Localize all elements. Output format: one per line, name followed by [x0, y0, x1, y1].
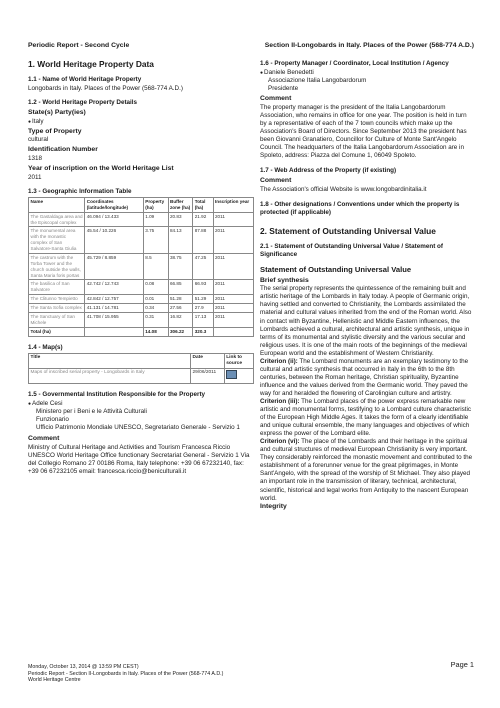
maps-table-header [29, 353, 254, 368]
geo-cell: The Santa Sofia complex [29, 304, 85, 313]
geo-cell: 27.56 [168, 304, 193, 313]
geo-cell: 42.742 / 12.743 [85, 280, 144, 295]
table-row [29, 304, 254, 313]
type-label: Type of Property [28, 127, 82, 135]
year-label: Year of inscription on the World Heritage List [28, 165, 174, 173]
criterion-ii-text: The Lombard monuments are an exemplary testimony to the cultural and artistic synthesis that occurred in Italy in the 6th to the 8th centuries, between the Roman heritage, Christian spirituality, Byzantine influence and the values derived from the Germanic world. They paved the way for and heralded the flowering of Carolingian culture and artistry. [260, 357, 469, 397]
geo-cell: The Clitunno Tempietto [29, 295, 85, 304]
geo-cell: 41.708 / 15.955 [85, 312, 144, 327]
state-party: ● Italy [28, 118, 254, 126]
geo-cell: The basilica of San Salvatore [29, 280, 85, 295]
geo-cell: The castrum with the Torba Tower and the church outside the walls, Santa Maria foris portas [29, 253, 85, 280]
section-1-4-title: 1.4 - Map(s) [28, 343, 63, 351]
geo-cell: 2011 [213, 312, 254, 327]
comment-label: Comment [28, 435, 60, 443]
geo-cell: 0.34 [143, 304, 168, 313]
map-thumbnail-icon[interactable] [226, 370, 237, 379]
institution-contact-name: ● Adele Cesi [28, 400, 254, 408]
page-footer [28, 664, 474, 684]
geo-cell: 47.25 [193, 253, 213, 280]
section-1-2-title: 1.2 - World Heritage Property Details [28, 98, 138, 106]
table-row [29, 280, 254, 295]
institution-line: Funzionario [36, 416, 69, 424]
geo-cell: 8.5 [143, 253, 168, 280]
brief-synthesis-text: The serial property represents the quintessence of the remaining built and artistic heritage of the Lombards in Italy today. A people of Germanic origin, having settled and converted to Christianity, the Lombards assimilated the material and cultural values inherited from the end of the Roman world. Also in contact with Byzantine, Hellenistic and Middle Eastern influences, the Lombards achieved a cultural, architectural and artistic synthesis, unique in terms of its monumental and stylistic diversity and the various secular and religious uses. It is one of the main roots of the beginnings of the medieval European world and the establishment of Western Christianity. [260, 285, 472, 357]
table-row [29, 368, 254, 383]
right-column [260, 56, 474, 511]
criterion-ii [260, 358, 474, 398]
geo-cell: 17.13 [193, 312, 213, 327]
geo-cell: 51.28 [168, 295, 193, 304]
table-row [29, 253, 254, 280]
criterion-vi [260, 438, 474, 502]
geo-cell: 2011 [213, 295, 254, 304]
header-left: Periodic Report - Second Cycle [28, 42, 130, 49]
maps-col-date: Date [191, 353, 225, 368]
geo-cell: 45.54 / 10.226 [85, 227, 144, 254]
geo-cell: 38.75 [168, 253, 193, 280]
geo-col-name: Name [29, 197, 85, 212]
geo-cell: 84.13 [168, 227, 193, 254]
criterion-vi-label: Criterion (vi): [260, 438, 300, 446]
footer-line: World Heritage Centre [28, 677, 81, 684]
manager-line: Associazione Italia Langobardorum [268, 77, 367, 85]
page-number: Page 1 [450, 660, 474, 669]
table-row [29, 295, 254, 304]
manager-name: ● Daniele Benedetti [260, 69, 474, 77]
criterion-ii-label: Criterion (ii): [260, 357, 298, 365]
id-label: Identification Number [28, 146, 98, 154]
geo-cell: Total (ha) [29, 327, 85, 336]
comment-label: Comment [260, 95, 292, 103]
property-name: Longobards in Italy. Places of the Power (568-774 A.D.) [28, 84, 183, 92]
geo-cell: 66.85 [168, 280, 193, 295]
table-row [29, 312, 254, 327]
maps-col-link: Link to source [224, 353, 253, 368]
geo-cell: 3.75 [143, 227, 168, 254]
web-address-comment: The Association's official Website is www.longobardinitalia.it [260, 185, 427, 193]
inscription-year: 2011 [28, 173, 42, 181]
maps-table [28, 353, 254, 384]
geo-cell: 20.83 [168, 212, 193, 227]
section-1-7-title: 1.7 - Web Address of the Property (if existing) [260, 167, 397, 175]
header-right: Section II-Longobards in Italy. Places of the Power (568-774 A.D.) [264, 42, 474, 49]
footer-line: Periodic Report - Section II-Longobards in Italy. Places of the Power (568-774 A.D.) [28, 670, 224, 677]
geo-cell: 21.92 [193, 212, 213, 227]
comment-label: Comment [260, 177, 292, 185]
page-header [28, 42, 474, 51]
geo-cell: The monumental area with the monastic complex of San Salvatore-Santa Giulia [29, 227, 85, 254]
institution-comment: Ministry of Cultural Heritage and Activities and Tourism Francesca Riccio UNESCO World Heritage Office functionary Secretariat General - Servizio 1 Via del Collegio Romano 27 00186 Roma, Italy telephone: +39 06 67232140, fax: +39 06 67232105 email: francesca.riccio@beniculturali.it [28, 443, 250, 475]
section-1-1-title: 1.1 - Name of World Heritage Property [28, 75, 142, 83]
property-type: cultural [28, 136, 49, 144]
section-1-6-title: 1.6 - Property Manager / Coordinator, Local Institution / Agency [260, 60, 449, 67]
geo-cell: 16.82 [168, 312, 193, 327]
states-label: State(s) Party(ies) [28, 108, 86, 116]
geo-table-header [29, 197, 254, 212]
geo-cell: 1.09 [143, 212, 168, 227]
geo-cell: 14.08 [143, 327, 168, 336]
geo-cell: The Sanctuary of San Michele [29, 312, 85, 327]
geo-cell [85, 327, 144, 336]
section-1-3-title: 1.3 - Geographic Information Table [28, 187, 132, 195]
geo-cell: 0.01 [143, 295, 168, 304]
geo-cell: 41.131 / 14.781 [85, 304, 144, 313]
left-column [28, 56, 254, 476]
geo-cell: 0.08 [143, 280, 168, 295]
map-link-cell [224, 368, 253, 383]
table-total-row [29, 327, 254, 336]
identification-number: 1318 [28, 155, 43, 163]
geo-col-property: Property (ha) [143, 197, 168, 212]
geo-cell: 87.88 [193, 227, 213, 254]
geo-cell: 0.31 [143, 312, 168, 327]
section-2-title: 2. Statement of Outstanding Universal Value [260, 226, 436, 237]
geo-cell: 2011 [213, 304, 254, 313]
geo-col-coords: Coordinates (latitude/longitude) [85, 197, 144, 212]
criterion-iii-label: Criterion (iii): [260, 397, 300, 405]
geo-col-year: Inscription year [213, 197, 254, 212]
geo-col-buffer: Buffer zone (ha) [168, 197, 193, 212]
brief-synthesis-label: Brief synthesis [260, 276, 309, 284]
section-1-title: 1. World Heritage Property Data [28, 59, 154, 69]
integrity-label: Integrity [260, 502, 287, 510]
criterion-iii [260, 398, 474, 438]
institution-line: Ministero per i Beni e le Attività Culturali [36, 408, 147, 416]
souv-heading: Statement of Outstanding Universal Value [260, 264, 412, 274]
table-row [29, 227, 254, 254]
geo-cell: 306.22 [168, 327, 193, 336]
manager-line: Presidente [268, 85, 299, 93]
geo-col-total: Total (ha) [193, 197, 213, 212]
maps-col-title: Title [29, 353, 191, 368]
footer-line: Monday, October 13, 2014 @ 13:59 PM CEST) [28, 664, 139, 670]
table-row [29, 212, 254, 227]
geo-cell [213, 327, 254, 336]
geographic-table [28, 197, 254, 337]
geo-cell: 42.842 / 12.757 [85, 295, 144, 304]
section-1-8-title: 1.8 - Other designations / Conventions under which the property is protected (if applicable) [260, 200, 460, 217]
geo-cell: 66.93 [193, 280, 213, 295]
geo-cell: 27.9 [193, 304, 213, 313]
geo-cell: 45.729 / 8.859 [85, 253, 144, 280]
geo-cell: 2011 [213, 253, 254, 280]
criterion-iii-text: The Lombard places of the power express remarkable new artistic and monumental forms, testifying to a Lombard culture characteristic of the European High Middle Ages. It takes the form of a clearly identifiable and unique cultural ensemble, the many languages and objectives of which express the power of the Lombard elite. [260, 397, 472, 438]
criterion-vi-text: The place of the Lombards and their heritage in the spiritual and cultural structures of medieval European Christianity is very important. They considerably reinforced the monastic movement and contributed to the establishment of a forerunner venue for the great pilgrimages, in Monte Sant'Angelo, with the spread of the worship of St Michael. They also played an important role in the transmission of literary, technical, architectural, scientific, historical and legal works from Antiquity to the nascent European world. [260, 438, 473, 502]
geo-cell: 320.3 [193, 327, 213, 336]
section-1-5-title: 1.5 - Governmental Institution Responsible for the Property [28, 390, 206, 398]
geo-cell: 51.29 [193, 295, 213, 304]
institution-line: Ufficio Patrimonio Mondiale UNESCO, Segretariato Generale - Servizio 1 [36, 424, 240, 432]
geo-cell: 2011 [213, 212, 254, 227]
manager-comment: The property manager is the president of the Italia Langobardorum Association, who remains in office for one year. The position is held in turn by a representative of each of the 7 town councils which make up the Association's Board of Directors. Since September 2013 the president has been Giovanni Granatiero, Councillor for Culture of Monte Sant'Angelo Council. The headquarters of the Italia Langobardorum Association are in Spoleto, address: Piazza del Comune 1, 06049 Spoleto. [260, 103, 467, 160]
geo-cell: 2011 [213, 227, 254, 254]
geo-cell: 46.094 / 13.433 [85, 212, 144, 227]
section-2-1-title: 2.1 - Statement of Outstanding Universal Value / Statement of Significance [260, 242, 443, 258]
map-title-cell: Maps of inscribed serial property - Longobards in Italy [29, 368, 191, 383]
map-date-cell: 29/06/2011 [191, 368, 225, 383]
geo-cell: The Gastaldaga area and the Episcopal complex [29, 212, 85, 227]
geo-cell: 2011 [213, 280, 254, 295]
